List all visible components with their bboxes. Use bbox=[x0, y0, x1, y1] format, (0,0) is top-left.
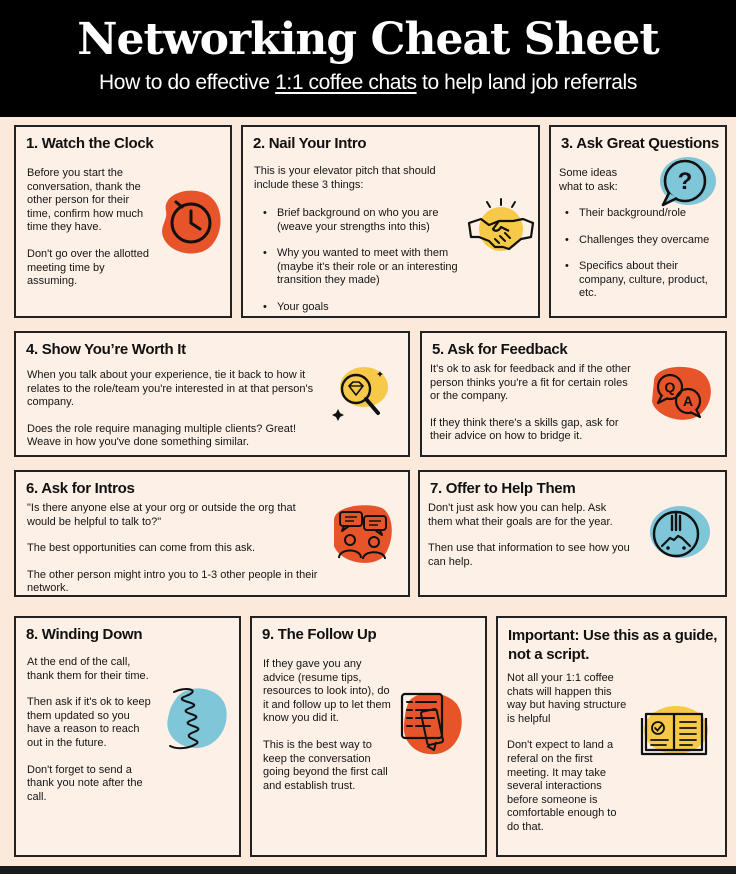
bullet-list bbox=[565, 207, 715, 301]
card-paragraph: Don't just ask how you can help. Ask them what their goals are for the year. bbox=[428, 502, 613, 528]
card-title: 7. Offer to Help Them bbox=[430, 480, 576, 497]
card-ask-questions bbox=[549, 125, 727, 318]
card-title: 2. Nail Your Intro bbox=[253, 135, 367, 152]
card-title: 3. Ask Great Questions bbox=[561, 135, 719, 152]
diamond-magnifier-icon bbox=[330, 363, 394, 425]
card-title: 4. Show You’re Worth It bbox=[26, 341, 186, 358]
svg-text:?: ? bbox=[677, 168, 693, 195]
list-item: • Their background/role bbox=[565, 207, 715, 221]
card-help-them bbox=[418, 470, 727, 597]
card-lead: This is your elevator pitch that should include these 3 things: bbox=[254, 165, 436, 191]
card-paragraph: The best opportunities can come from this ask. bbox=[27, 542, 256, 555]
list-item: • Specifics about their company, culture, product, etc. bbox=[565, 260, 715, 301]
card-title: Important: Use this as a guide, not a script. bbox=[508, 627, 718, 663]
card-paragraph: When you talk about your experience, tie it back to how it relates to the role/team you're interested in at that person's company. bbox=[27, 369, 314, 409]
card-paragraph: It's ok to ask for feedback and if the other person thinks you're a fit for certain roles or the company. bbox=[430, 363, 631, 403]
card-paragraph: At the end of the call, thank them for their time. bbox=[27, 656, 149, 682]
card-paragraph: This is the best way to keep the conversation going beyond the first call and establish trust. bbox=[263, 738, 388, 792]
card-paragraph: Don't expect to land a referal on the first meeting. It may take several interactions before someone is comfortable enough to do that. bbox=[507, 739, 617, 833]
people-chat-icon bbox=[326, 502, 396, 566]
checklist-icon bbox=[394, 686, 468, 758]
bullet-list bbox=[263, 207, 473, 315]
helping-hands-icon bbox=[642, 502, 714, 564]
card-title: 9. The Follow Up bbox=[262, 626, 377, 643]
card-worth-it bbox=[14, 331, 410, 457]
list-item: • Why you wanted to meet with them (maybe it's their role or an interesting transition they made) bbox=[263, 247, 473, 288]
a-label: A bbox=[682, 393, 694, 409]
card-paragraph: Don't go over the allotted meeting time by assuming. bbox=[27, 247, 149, 288]
card-body bbox=[559, 167, 637, 194]
subtitle-after: to help land job referrals bbox=[416, 71, 637, 94]
card-paragraph: The other person might intro you to 1-3 other people in their network. bbox=[27, 568, 318, 595]
spiral-icon bbox=[156, 678, 232, 754]
card-watch-clock bbox=[14, 125, 232, 318]
page-subtitle bbox=[0, 71, 736, 95]
card-title: 1. Watch the Clock bbox=[26, 135, 154, 152]
card-title: 6. Ask for Intros bbox=[26, 480, 135, 497]
header bbox=[0, 0, 736, 117]
card-body bbox=[254, 165, 469, 192]
list-item: • Your goals bbox=[263, 301, 473, 315]
card-paragraph: Does the role require managing multiple clients? Great! Weave in how you've done something similar. bbox=[27, 422, 297, 449]
list-item: • Challenges they overcame bbox=[565, 234, 715, 248]
footer-bar bbox=[0, 866, 736, 874]
question-bubble-icon bbox=[651, 153, 721, 211]
card-title: 8. Winding Down bbox=[26, 626, 143, 643]
subtitle-underlined: 1:1 coffee chats bbox=[275, 71, 417, 94]
card-paragraph: Then use that information to see how you can help. bbox=[428, 542, 630, 568]
card-paragraph: If they think there's a skills gap, ask for their advice on how to bridge it. bbox=[430, 416, 619, 443]
handshake-icon bbox=[465, 197, 537, 257]
list-item: • Brief background on who you are (weave your strengths into this) bbox=[263, 207, 473, 234]
card-paragraph: Then ask if it's ok to keep them updated so you have a reason to reach out in the future. bbox=[27, 696, 151, 749]
q-label: Q bbox=[664, 379, 676, 395]
card-body bbox=[263, 658, 391, 793]
card-body bbox=[27, 502, 323, 596]
card-lead: Some ideas what to ask: bbox=[559, 167, 618, 193]
card-body bbox=[428, 502, 633, 569]
card-body bbox=[27, 369, 327, 450]
card-paragraph: Don't forget to send a thank you note after the call. bbox=[27, 763, 143, 803]
subtitle-before: How to do effective bbox=[99, 71, 276, 94]
card-nail-intro bbox=[241, 125, 540, 318]
card-body bbox=[507, 672, 629, 835]
card-paragraph: "Is there anyone else at your org or outside the org that would be helpful to talk to?" bbox=[27, 502, 296, 528]
card-feedback bbox=[420, 331, 727, 457]
open-book-icon bbox=[638, 700, 712, 760]
card-title: 5. Ask for Feedback bbox=[432, 341, 568, 358]
card-paragraph: Not all your 1:1 coffee chats will happen this way but having structure is helpful bbox=[507, 672, 627, 725]
card-paragraph: If they gave you any advice (resume tips, resources to look into), do it and follow up to let them know you did it. bbox=[263, 658, 391, 725]
card-important bbox=[496, 616, 727, 857]
page-title: Networking Cheat Sheet bbox=[77, 14, 659, 65]
card-paragraph: Before you start the conversation, thank the other person for their time, confirm how much time they have. bbox=[27, 167, 144, 234]
qa-bubbles-icon bbox=[644, 363, 716, 425]
clock-icon bbox=[152, 185, 228, 261]
card-body bbox=[430, 363, 635, 444]
card-body bbox=[27, 167, 149, 289]
card-follow-up bbox=[250, 616, 487, 857]
card-body bbox=[27, 656, 152, 804]
card-winding-down bbox=[14, 616, 241, 857]
card-intros bbox=[14, 470, 410, 597]
